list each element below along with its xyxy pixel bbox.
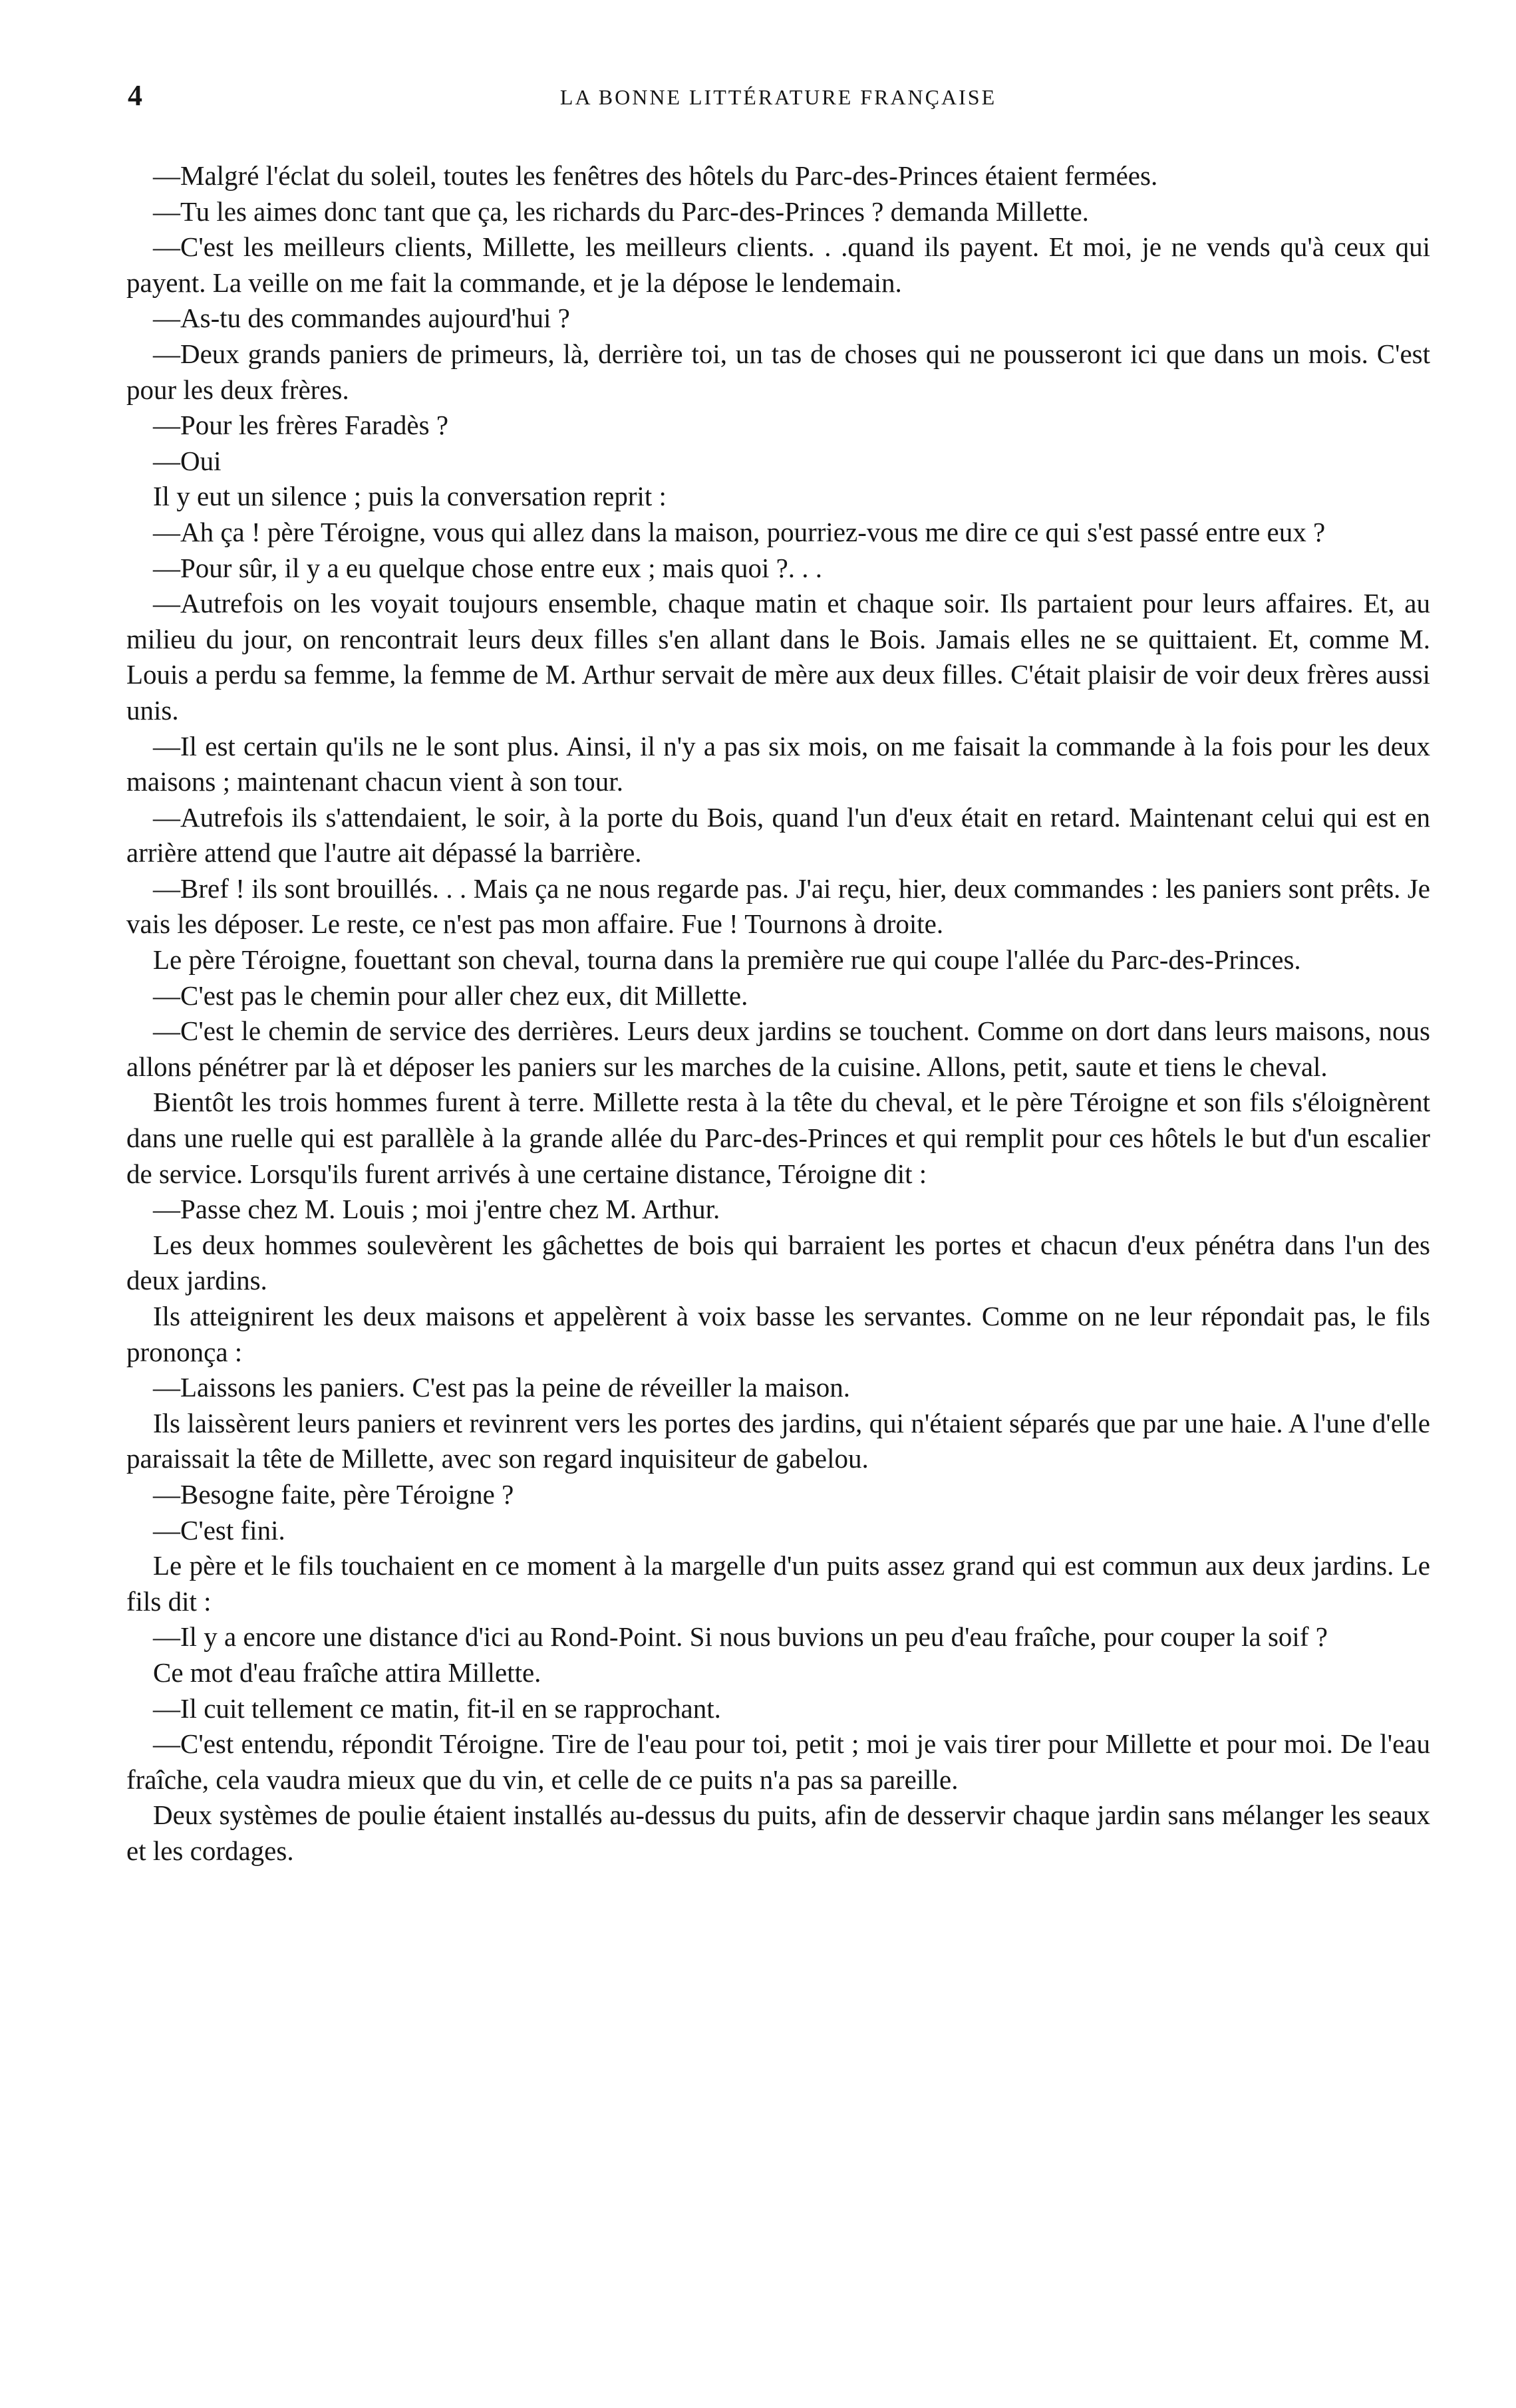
- paragraph: —Oui: [153, 445, 222, 476]
- paragraph: —Passe chez M. Louis ; moi j'entre chez M. Arthur.: [153, 1194, 720, 1225]
- paragraph: Il y eut un silence ; puis la conversation reprit :: [153, 481, 667, 512]
- paragraph: Deux systèmes de poulie étaient installés au-dessus du puits, afin de desservir chaque jardin sans mélanger les seaux et les cordages.: [126, 1800, 1430, 1866]
- paragraph: —Il est certain qu'ils ne le sont plus. Ainsi, il n'y a pas six mois, on me faisait la commande à la fois pour les deux maisons ; maintenant chacun vient à son tour.: [126, 730, 1430, 797]
- running-header: [126, 78, 1430, 158]
- paragraph: —Besogne faite, père Téroigne ?: [153, 1478, 514, 1510]
- paragraph: Ce mot d'eau fraîche attira Millette.: [153, 1657, 541, 1688]
- book-page: [126, 0, 1430, 1869]
- body-text: [126, 158, 1430, 1869]
- paragraph: —C'est entendu, répondit Téroigne. Tire de l'eau pour toi, petit ; moi je vais tirer pour Millette et pour moi. De l'eau fraîche, cela vaudra mieux que du vin, et celle de ce puits n'a pas sa pareille.: [126, 1728, 1430, 1795]
- paragraph: Le père et le fils touchaient en ce moment à la margelle d'un puits assez grand qui est commun aux deux jardins. Le fils dit :: [126, 1550, 1430, 1617]
- paragraph: —Malgré l'éclat du soleil, toutes les fenêtres des hôtels du Parc-des-Princes étaient fermées.: [153, 160, 1158, 191]
- paragraph: —Pour sûr, il y a eu quelque chose entre eux ; mais quoi ?. . .: [153, 552, 823, 583]
- paragraph: —C'est fini.: [153, 1514, 285, 1545]
- paragraph: —C'est pas le chemin pour aller chez eux, dit Millette.: [153, 980, 748, 1011]
- paragraph: —Ah ça ! père Téroigne, vous qui allez dans la maison, pourriez-vous me dire ce qui s'est passé entre eux ?: [153, 516, 1326, 547]
- page-number: 4: [128, 79, 142, 112]
- running-title: LA BONNE LITTÉRATURE FRANÇAISE: [559, 85, 997, 109]
- paragraph: Les deux hommes soulevèrent les gâchettes de bois qui barraient les portes et chacun d'eux pénétra dans l'un des deux jardins.: [126, 1229, 1430, 1296]
- paragraph: —C'est les meilleurs clients, Millette, les meilleurs clients. . .quand ils payent. Et moi, je ne vends qu'à ceux qui payent. La veille on me fait la commande, et je la dépose le lendemain.: [126, 231, 1430, 298]
- paragraph: —Pour les frères Faradès ?: [153, 410, 449, 441]
- paragraph: —Il cuit tellement ce matin, fit-il en se rapprochant.: [153, 1692, 721, 1724]
- paragraph: —Laissons les paniers. C'est pas la peine de réveiller la maison.: [153, 1372, 851, 1403]
- paragraph: —Deux grands paniers de primeurs, là, derrière toi, un tas de choses qui ne pousseront ici que dans un mois. C'est pour les deux frères.: [126, 338, 1430, 405]
- paragraph: —As-tu des commandes aujourd'hui ?: [153, 303, 570, 334]
- paragraph: —Tu les aimes donc tant que ça, les richards du Parc-des-Princes ? demanda Millette.: [153, 196, 1089, 227]
- paragraph: Ils atteignirent les deux maisons et appelèrent à voix basse les servantes. Comme on ne leur répondait pas, le fils prononça :: [126, 1301, 1430, 1367]
- paragraph: —C'est le chemin de service des derrières. Leurs deux jardins se touchent. Comme on dort dans leurs maisons, nous allons pénétrer par là et déposer les paniers sur les marches de la cuisine. Allons, petit, saute et tiens le cheval.: [126, 1015, 1430, 1082]
- paragraph: Le père Téroigne, fouettant son cheval, tourna dans la première rue qui coupe l'allée du Parc-des-Princes.: [153, 944, 1301, 976]
- paragraph: —Autrefois on les voyait toujours ensemble, chaque matin et chaque soir. Ils partaient pour leurs affaires. Et, au milieu du jour, on rencontrait leurs deux filles s'en allant dans le Bois. Jamais elles ne se quittaient. Et, comme M. Louis a perdu sa femme, la femme de M. Arthur servait de mère aux deux filles. C'était plaisir de voir deux frères aussi unis.: [126, 588, 1430, 726]
- paragraph: Bientôt les trois hommes furent à terre. Millette resta à la tête du cheval, et le père Téroigne et son fils s'éloignèrent dans une ruelle qui est parallèle à la grande allée du Parc-des-Princes et qui remplit pour ces hôtels le but d'un escalier de service. Lorsqu'ils furent arrivés à une certaine distance, Téroigne dit :: [126, 1087, 1430, 1189]
- paragraph: —Il y a encore une distance d'ici au Rond-Point. Si nous buvions un peu d'eau fraîche, pour couper la soif ?: [153, 1621, 1328, 1653]
- paragraph: —Bref ! ils sont brouillés. . . Mais ça ne nous regarde pas. J'ai reçu, hier, deux commandes : les paniers sont prêts. Je vais les déposer. Le reste, ce n'est pas mon affaire. Fue ! Tournons à droite.: [126, 872, 1430, 940]
- paragraph: Ils laissèrent leurs paniers et revinrent vers les portes des jardins, qui n'étaient séparés que par une haie. A l'une d'elle paraissait la tête de Millette, avec son regard inquisiteur de gabelou.: [126, 1407, 1430, 1474]
- paragraph: —Autrefois ils s'attendaient, le soir, à la porte du Bois, quand l'un d'eux était en retard. Maintenant celui qui est en arrière attend que l'autre ait dépassé la barrière.: [126, 801, 1430, 869]
